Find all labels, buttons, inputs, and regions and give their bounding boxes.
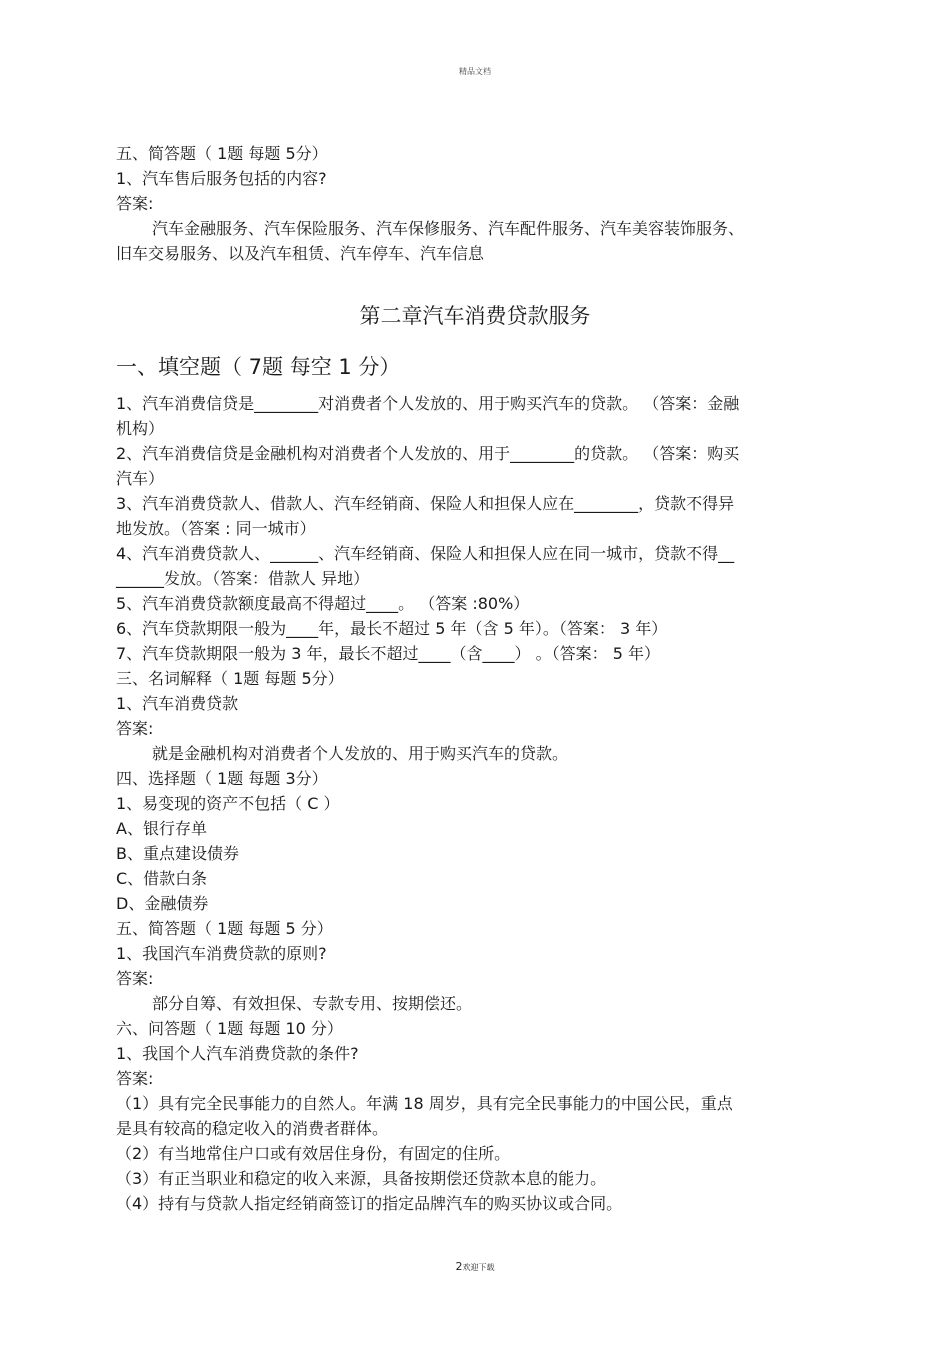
fill-blank-line: ______发放。（答案：借款人 异地） xyxy=(116,569,370,588)
fill-blank-line: 地发放。（答案 : 同一城市） xyxy=(116,519,316,538)
fill-blank-line: 6、汽车贷款期限一般为____年，最长不超过 5 年（含 5 年）。（答案： 3 年） xyxy=(116,619,668,638)
option-b: B、重点建设债券 xyxy=(116,844,239,863)
section-heading: 五、简答题（ 1题 每题 5 分） xyxy=(116,919,333,938)
fill-blank-line: 1、汽车消费信贷是________对消费者个人发放的、用于购买汽车的贷款。 （答案：金融 xyxy=(116,394,740,413)
option-d: D、金融债券 xyxy=(116,894,209,913)
answer-text: （3）有正当职业和稳定的收入来源，具备按期偿还贷款本息的能力。 xyxy=(116,1169,607,1188)
question: 1、易变现的资产不包括（ C ） xyxy=(116,794,340,813)
fill-blank-line: 汽车） xyxy=(116,469,165,488)
section-heading: 六、问答题（ 1题 每题 10 分） xyxy=(116,1019,343,1038)
fill-blank-line: 7、汽车贷款期限一般为 3 年，最长不超过____（含____） 。（答案： 5 年） xyxy=(116,644,660,663)
answer-text: 部分自筹、有效担保、专款专用、按期偿还。 xyxy=(152,994,473,1013)
question: 1、我国汽车消费贷款的原则? xyxy=(116,944,327,963)
answer-label: 答案: xyxy=(116,969,154,988)
footer-text: 欢迎下载 xyxy=(462,1263,495,1272)
section-heading: 四、选择题（ 1题 每题 3分） xyxy=(116,769,328,788)
question: 1、我国个人汽车消费贷款的条件? xyxy=(116,1044,359,1063)
option-c: C、借款白条 xyxy=(116,869,208,888)
fill-blank-line: 机构） xyxy=(116,419,165,438)
fill-blank-line: 2、汽车消费信贷是金融机构对消费者个人发放的、用于________的贷款。 （答案：购买 xyxy=(116,444,740,463)
answer-text: （2）有当地常住户口或有效居住身份，有固定的住所。 xyxy=(116,1144,511,1163)
option-a: A、银行存单 xyxy=(116,819,207,838)
page-number: 2 xyxy=(455,1260,463,1273)
page-header: 精品文档 xyxy=(459,67,491,76)
answer-label: 答案: xyxy=(116,1069,154,1088)
fill-blank-line: 4、汽车消费贷款人、______、汽车经销商、保险人和担保人应在同一城市，贷款不得__ xyxy=(116,544,735,563)
answer-label: 答案: xyxy=(116,719,154,738)
answer-text: 旧车交易服务、以及汽车租赁、汽车停车、汽车信息 xyxy=(116,244,485,263)
answer-text: （4）持有与贷款人指定经销商签订的指定品牌汽车的购买协议或合同。 xyxy=(116,1194,623,1213)
fill-blank-line: 5、汽车消费贷款额度最高不得超过____。 （答案 :80%） xyxy=(116,594,530,613)
fill-blank-line: 3、汽车消费贷款人、借款人、汽车经销商、保险人和担保人应在________，贷款不得异 xyxy=(116,494,735,513)
answer-text: 汽车金融服务、汽车保险服务、汽车保修服务、汽车配件服务、汽车美容装饰服务、 xyxy=(152,219,745,238)
question: 1、汽车消费贷款 xyxy=(116,694,239,713)
question: 1、汽车售后服务包括的内容? xyxy=(116,169,327,188)
answer-label: 答案: xyxy=(116,194,154,213)
answer-text: （1）具有完全民事能力的自然人。年满 18 周岁，具有完全民事能力的中国公民，重点 xyxy=(116,1094,733,1113)
page-footer xyxy=(0,1260,950,1273)
section-heading: 三、名词解释（ 1题 每题 5分） xyxy=(116,669,344,688)
answer-text: 就是金融机构对消费者个人发放的、用于购买汽车的贷款。 xyxy=(152,744,569,763)
section-heading: 五、简答题（ 1题 每题 5分） xyxy=(116,144,328,163)
section-heading: 一、填空题（ 7题 每空 1 分） xyxy=(116,355,401,379)
answer-text: 是具有较高的稳定收入的消费者群体。 xyxy=(116,1119,389,1138)
chapter-title: 第二章汽车消费贷款服务 xyxy=(359,304,591,328)
